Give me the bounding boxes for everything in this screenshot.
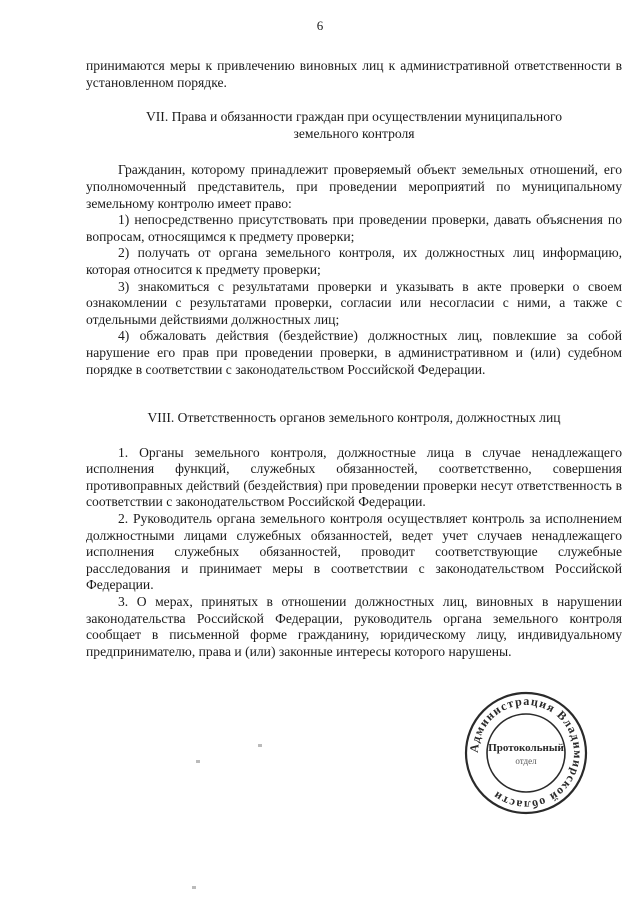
section-7-item-3: 3) знакомиться с результатами проверки и указывать в акте проверки о своем ознакомлении с результатами проверки, согласии или несогласии с ними, а также с отдельными действиями должностных лиц;	[86, 278, 622, 327]
scan-speck	[196, 760, 200, 763]
section-8-item-1: 1. Органы земельного контроля, должностные лица в случае ненадлежащего исполнения функций, служебных обязанностей, соответственно, совершения противоправных действий (бездействия) при проведении проверки несут ответственность в соответствии с законодательством Российской Федерации.	[86, 444, 622, 510]
section-7-heading-line1: VII. Права и обязанности граждан при осуществлении муниципального	[145, 109, 563, 125]
document-body	[86, 58, 622, 660]
stamp-ring-text: Администрация Владимирской области	[466, 693, 586, 813]
section-8-item-3: 3. О мерах, принятых в отношении должностных лиц, виновных в нарушении законодательства Российской Федерации, руководитель органа земельного контроля сообщает в письменной форме гражданину, юридическому лицу, индивидуальному предпринимателю, права и (или) законные интересы которого нарушены.	[86, 594, 622, 659]
continuation-paragraph: принимаются меры к привлечению виновных лиц к административной ответственности в установленном порядке.	[86, 58, 622, 90]
section-7-intro: Гражданин, которому принадлежит проверяемый объект земельных отношений, его уполномоченный представитель, при проведении мероприятий по муниципальному земельному контролю имеет право:	[86, 162, 622, 211]
stamp-center-line2: отдел	[515, 756, 537, 766]
stamp-center-line1: Протокольный	[488, 742, 564, 754]
section-8-item-2: 2. Руководитель органа земельного контроля осуществляет контроль за исполнением должностными лицами служебных обязанностей, ведет учет случаев ненадлежащего исполнения служебных обязанностей, проводит соответствующие служебные расследования и принимает меры в соответствии с законодательством Российской Федерации.	[86, 511, 622, 593]
section-7-heading-line2: земельного контроля	[293, 125, 415, 141]
scan-speck	[192, 886, 196, 889]
section-7-item-2: 2) получать от органа земельного контроля, их должностных лиц информацию, которая относится к предмету проверки;	[86, 245, 622, 277]
section-7-item-1: 1) непосредственно присутствовать при проведении проверки, давать объяснения по вопросам, относящимся к предмету проверки;	[86, 212, 622, 244]
section-7-item-4: 4) обжаловать действия (бездействие) должностных лиц, повлекшие за собой нарушение его прав при проведении проверки, в административном и (или) судебном порядке в соответствии с законодательством Российской Федерации.	[86, 328, 622, 377]
section-8-heading: VIII. Ответственность органов земельного контроля, должностных лиц	[147, 410, 561, 426]
section-7-heading	[86, 109, 622, 142]
page-number: 6	[316, 18, 324, 33]
scan-speck	[258, 744, 262, 747]
stamp-seal-icon	[463, 690, 589, 816]
official-stamp	[463, 690, 589, 816]
